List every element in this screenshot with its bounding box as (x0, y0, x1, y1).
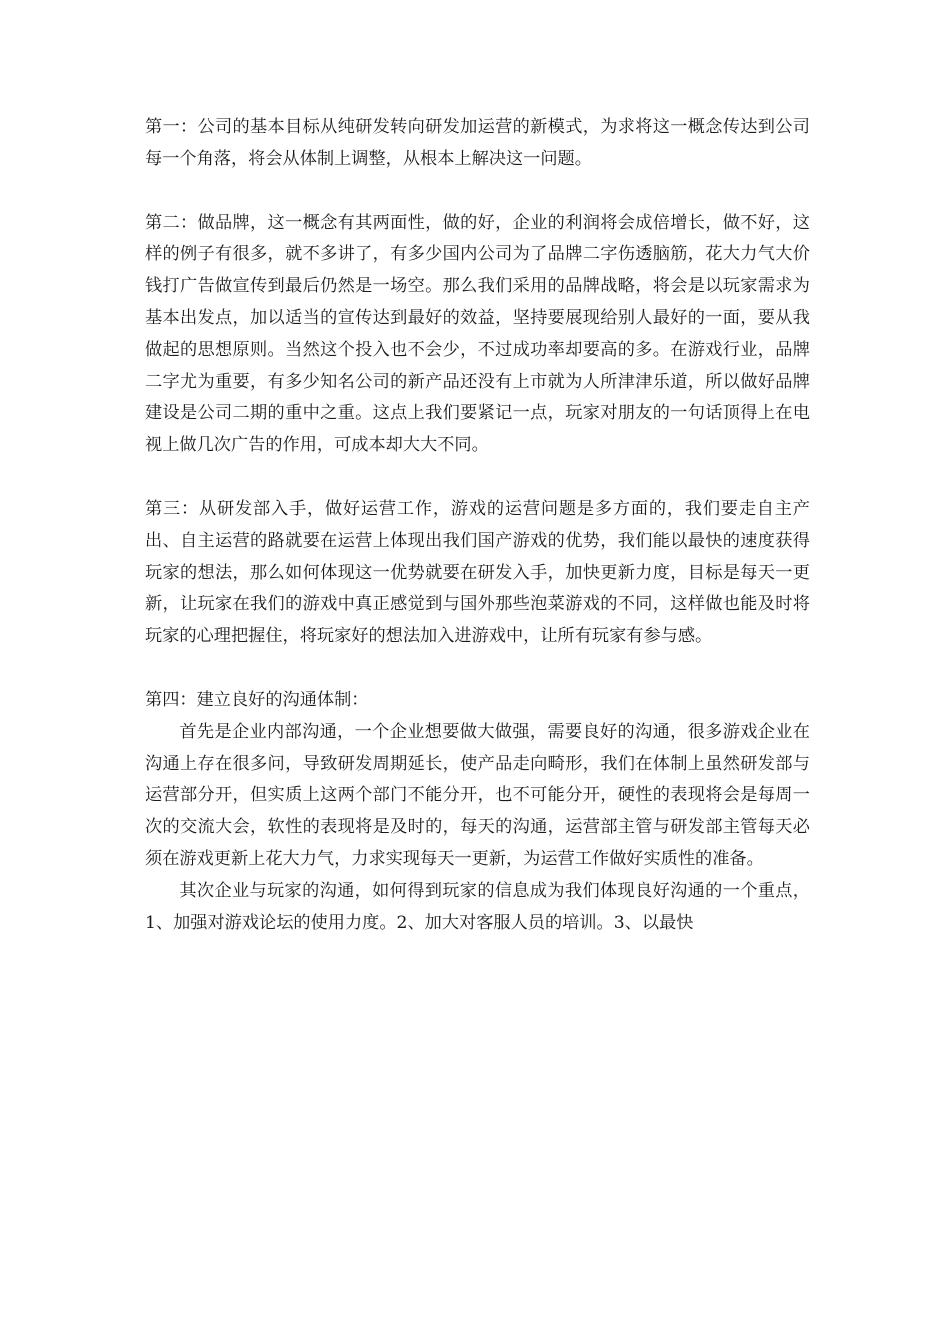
paragraph-internal-communication: 首先是企业内部沟通，一个企业想要做大做强，需要良好的沟通，很多游戏企业在沟通上存在很多问，导致研发周期延长，使产品走向畸形，我们在体制上虽然研发部与运营部分开，但实质上这两个部门不能分开，也不可能分开，硬性的表现将会是每周一次的交流大会，软性的表现将是及时的，每天的沟通，运营部主管与研发部主管每天必须在游戏更新上花大力气，力求实现每天一更新，为运营工作做好实质性的准备。 (145, 721, 810, 869)
paragraph-third: 第三：从研发部入手，做好运营工作，游戏的运营问题是多方面的，我们要走自主产出、自主运营的路就要在运营上体现出我们国产游戏的优势，我们能以最快的速度获得玩家的想法，那么如何体现这一优势就要在研发入手，加快更新力度，目标是每天一更新，让玩家在我们的游戏中真正感觉到与国外那些泡菜游戏的不同，这样做也能及时将玩家的心理把握住，将玩家好的想法加入进游戏中，让所有玩家有参与感。 (145, 498, 810, 647)
paragraph-gap (145, 653, 810, 685)
document-body (145, 112, 810, 939)
paragraph-gap (145, 462, 810, 494)
paragraph-first: 第一：公司的基本目标从纯研发转向研发加运营的新模式，为求将这一概念传达到公司每一个角落，将会从体制上调整，从根本上解决这一问题。 (145, 117, 810, 169)
paragraph-second: 第二：做品牌，这一概念有其两面性，做的好，企业的利润将会成倍增长，做不好，这样的例子有很多，就不多讲了，有多少国内公司为了品牌二字伤透脑筋，花大力气大价钱打广告做宣传到最后仍然是一场空。那么我们采用的品牌战略，将会是以玩家需求为基本出发点，加以适当的宣传达到最好的效益，坚持要展现给别人最好的一面，要从我做起的思想原则。当然这个投入也不会少，不过成功率却要高的多。在游戏行业，品牌二字尤为重要，有多少知名公司的新产品还没有上市就为人所津津乐道，所以做好品牌建设是公司二期的重中之重。这点上我们要紧记一点，玩家对朋友的一句话顶得上在电视上做几次广告的作用，可成本却大大不同。 (145, 212, 810, 456)
paragraph-fourth-heading: 第四：建立良好的沟通体制： (145, 689, 369, 710)
paragraph-player-communication: 其次企业与玩家的沟通，如何得到玩家的信息成为我们体现良好沟通的一个重点，1、加强对游戏论坛的使用力度。2、加大对客服人员的培训。3、以最快 (145, 880, 810, 933)
paragraph-gap (145, 176, 810, 208)
